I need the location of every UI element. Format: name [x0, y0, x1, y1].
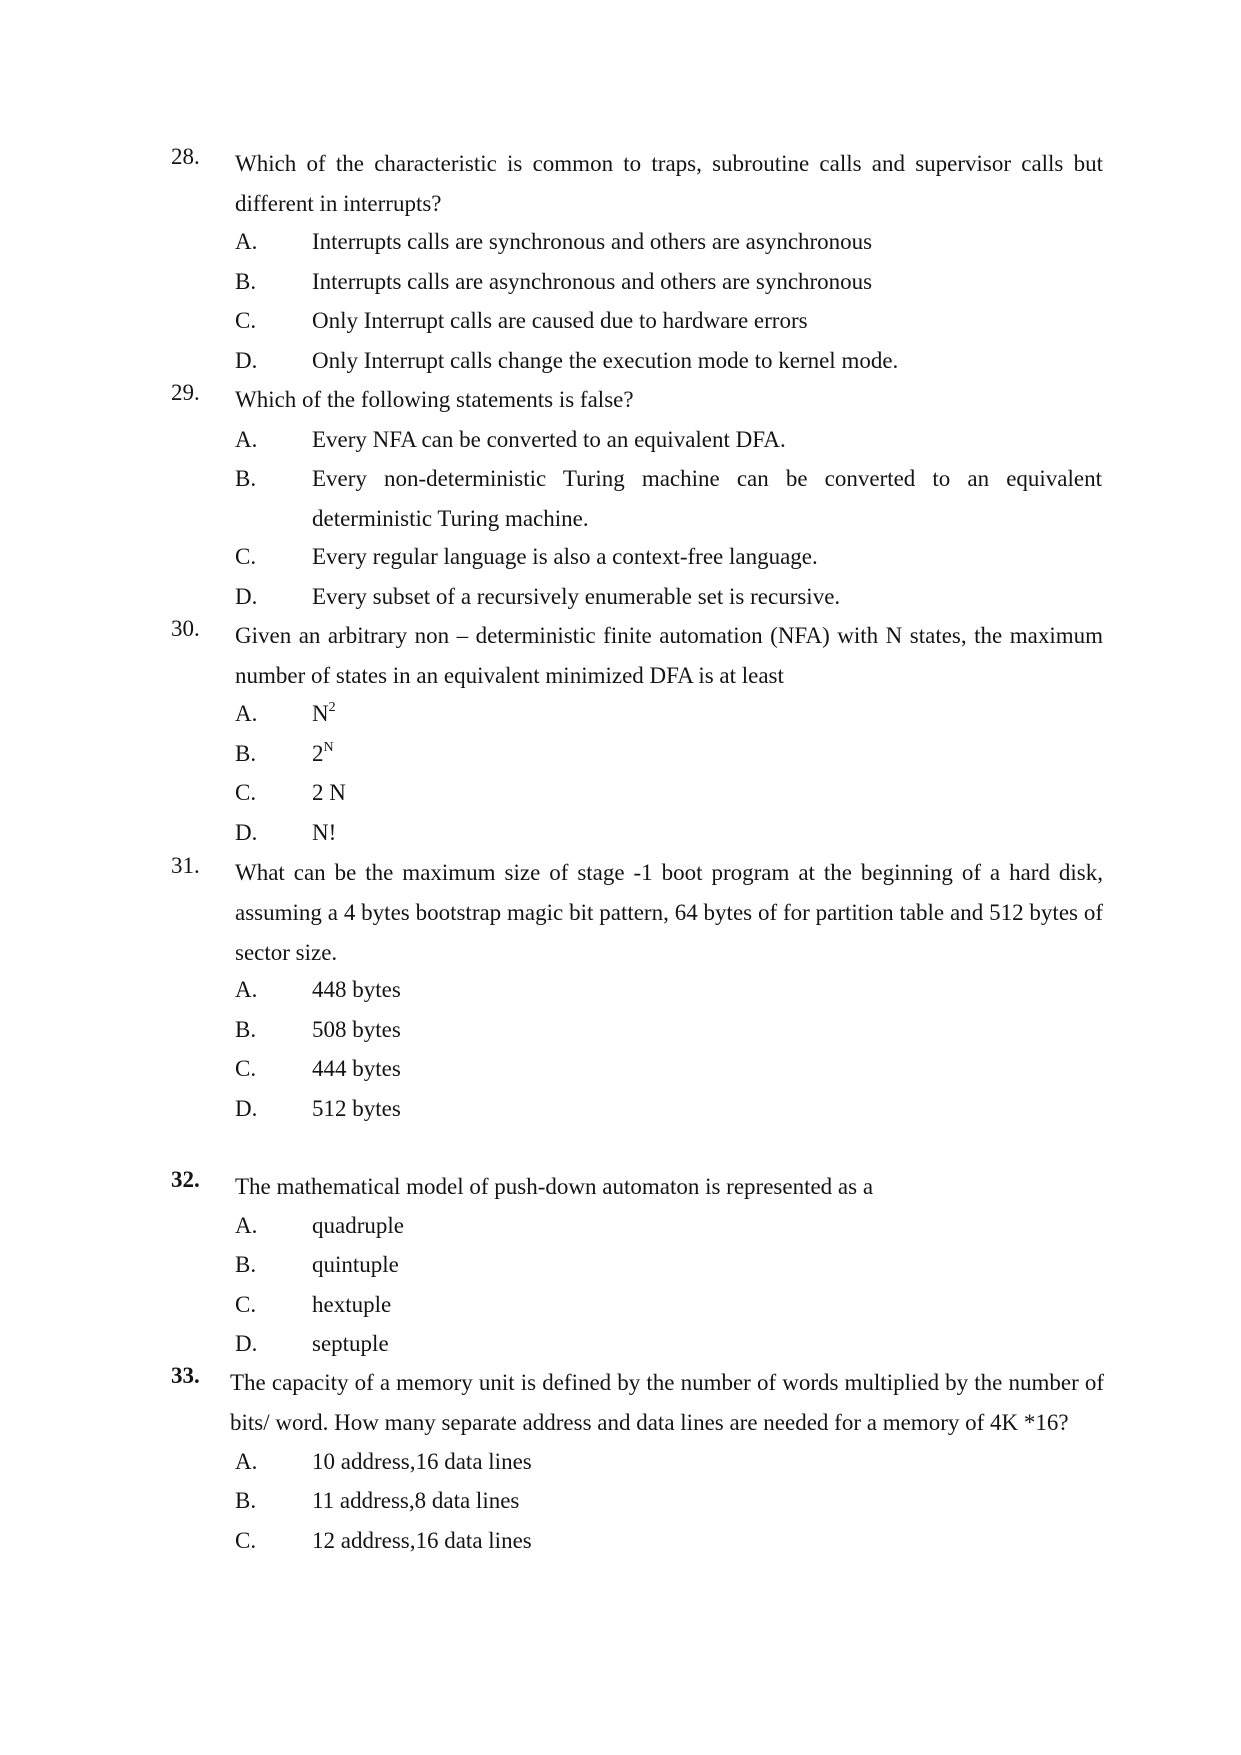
option-d [0, 1324, 1241, 1364]
option-c [0, 301, 1241, 341]
option-letter: C. [235, 308, 257, 333]
option-a [0, 694, 1241, 734]
option-text: Every non-deterministic Turing machine can be converted to an equivalent deterministic Turing machine. [312, 466, 1102, 531]
option-letter: B. [235, 466, 257, 491]
option-text: $2^N$ [312, 740, 334, 766]
option-text: 444 bytes [312, 1056, 401, 1081]
option-text: septuple [312, 1331, 389, 1356]
question-number: 28. [171, 144, 200, 169]
option-text: hextuple [312, 1292, 392, 1317]
option-letter: A. [235, 229, 258, 254]
option-letter: C. [235, 1292, 257, 1317]
option-text: 508 bytes [312, 1017, 401, 1042]
option-a [0, 1206, 1241, 1246]
question-text: Given an arbitrary non – deterministic finite automation (NFA) with N states, the maximum number of states in an equivalent minimized DFA is at least [235, 623, 1103, 688]
option-text: Interrupts calls are synchronous and others are asynchronous [312, 229, 873, 254]
question-text: Which of the characteristic is common to traps, subroutine calls and supervisor calls but different in interrupts? [235, 151, 1103, 216]
question-number: 29. [171, 380, 200, 405]
option-letter: B. [235, 1017, 257, 1042]
option-letter: B. [235, 1252, 257, 1277]
option-text: Only Interrupt calls change the execution mode to kernel mode. [312, 348, 899, 373]
option-d [0, 813, 1241, 853]
question-text: Which of the following statements is false? [235, 387, 634, 412]
option-text: $N^2$ [312, 700, 336, 726]
option-text: Every regular language is also a context-free language. [312, 544, 818, 569]
option-c [0, 1285, 1241, 1325]
option-d [0, 1089, 1241, 1129]
option-letter: A. [235, 1449, 258, 1474]
option-text: 2 N [312, 780, 346, 805]
question-text: The capacity of a memory unit is defined by the number of words multiplied by the number of bits/ word. How many separate address and data lines are needed for a memory of 4K *16? [230, 1370, 1104, 1435]
option-text: Every subset of a recursively enumerable set is recursive. [312, 584, 841, 609]
question-number: 33. [171, 1363, 200, 1388]
option-letter: D. [235, 820, 258, 845]
option-letter: C. [235, 1528, 257, 1553]
option-text: quintuple [312, 1252, 399, 1277]
option-text: N! [312, 820, 337, 845]
option-b [0, 262, 1241, 302]
option-a [0, 1442, 1241, 1482]
option-text: 448 bytes [312, 977, 401, 1002]
option-text: Only Interrupt calls are caused due to hardware errors [312, 308, 808, 333]
superscript: 2 [328, 700, 336, 715]
question-number: 30. [171, 616, 200, 641]
option-letter: C. [235, 780, 257, 805]
option-text: 10 address,16 data lines [312, 1449, 532, 1474]
option-c [0, 537, 1241, 577]
option-letter: C. [235, 544, 257, 569]
option-b [0, 1245, 1241, 1285]
option-b [0, 1481, 1241, 1521]
option-a [0, 970, 1241, 1010]
option-letter: A. [235, 427, 258, 452]
option-text: Every NFA can be converted to an equivalent DFA. [312, 427, 786, 452]
option-letter: B. [235, 1488, 257, 1513]
option-a [0, 222, 1241, 262]
option-letter: A. [235, 1213, 258, 1238]
option-letter: D. [235, 584, 258, 609]
option-c [0, 1521, 1241, 1561]
option-d [0, 577, 1241, 617]
question-number: 32. [171, 1167, 200, 1192]
question-text: What can be the maximum size of stage -1 boot program at the beginning of a hard disk, assuming a 4 bytes bootstrap magic bit pattern, 64 bytes of for partition table and 512 bytes of sector size. [235, 860, 1103, 965]
superscript: N [323, 740, 334, 755]
option-b [0, 1010, 1241, 1050]
option-text: Interrupts calls are asynchronous and others are synchronous [312, 269, 873, 294]
option-letter: D. [235, 1096, 258, 1121]
option-d [0, 341, 1241, 381]
option-c [0, 773, 1241, 813]
option-letter: A. [235, 977, 258, 1002]
option-text: quadruple [312, 1213, 404, 1238]
option-letter: D. [235, 1331, 258, 1356]
option-b [0, 734, 1241, 774]
option-letter: C. [235, 1056, 257, 1081]
option-letter: D. [235, 348, 258, 373]
option-letter: B. [235, 741, 257, 766]
option-text: 11 address,8 data lines [312, 1488, 520, 1513]
question-text: The mathematical model of push-down automaton is represented as a [235, 1174, 874, 1199]
option-letter: A. [235, 701, 258, 726]
option-letter: B. [235, 269, 257, 294]
option-text: 12 address,16 data lines [312, 1528, 532, 1553]
option-c [0, 1049, 1241, 1089]
question-number: 31. [171, 853, 200, 878]
option-text: 512 bytes [312, 1096, 401, 1121]
option-a [0, 420, 1241, 460]
